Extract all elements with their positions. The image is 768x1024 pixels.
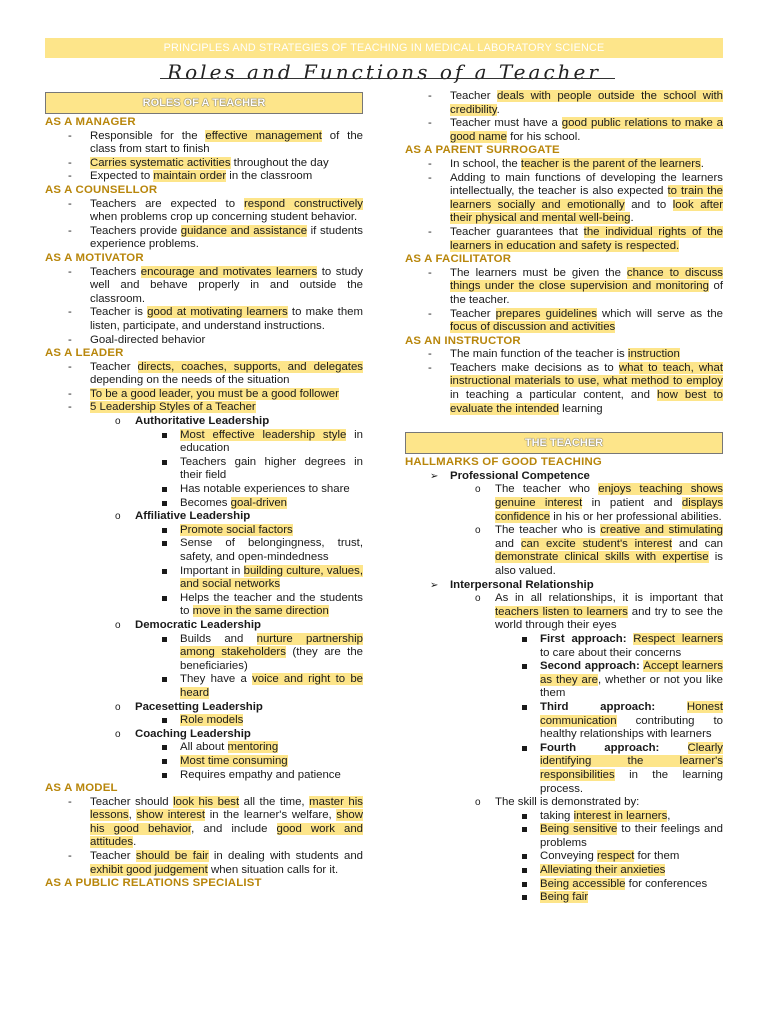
leadership-styles-list <box>45 510 363 524</box>
list-item: Fourth approach: Clearly identifying the learner's responsibilities in the learning process. <box>405 742 723 796</box>
list-item: - Teacher prepares guidelines which will serve as the focus of discussion and activities <box>405 308 723 335</box>
parent-surrogate-list <box>405 158 723 253</box>
approach-list <box>405 633 723 796</box>
leadership-styles-list <box>45 415 363 429</box>
list-item: Helps the teacher and the students to move in the same direction <box>45 592 363 619</box>
competence-points <box>405 483 723 578</box>
list-item: - Teacher guarantees that the individual rights of the learners in education and safety is respected. <box>405 226 723 253</box>
list-item: Second approach: Accept learners as they are, whether or not you like them <box>405 660 723 701</box>
teacher-box-title: THE TEACHER <box>405 432 723 454</box>
list-item: All about mentoring <box>45 741 363 755</box>
list-item: Most effective leadership style in education <box>45 429 363 456</box>
page-title: Roles and Functions of a Teacher <box>167 60 601 84</box>
heading-manager: AS A MANAGER <box>45 116 136 128</box>
heading-facilitator: AS A FACILITATOR <box>405 253 512 266</box>
list-item: - The main function of the teacher is instruction <box>405 348 723 362</box>
heading-hallmarks: HALLMARKS OF GOOD TEACHING <box>405 456 602 469</box>
leader-list <box>45 361 363 415</box>
list-item: - Teachers provide guidance and assistance if students experience problems. <box>45 225 363 252</box>
list-item: Being sensitive to their feelings and problems <box>405 823 723 850</box>
style-affiliative: o Affiliative Leadership <box>45 510 363 524</box>
list-item: - Responsible for the effective management of the class from start to finish <box>45 130 363 157</box>
list-item: Alleviating their anxieties <box>405 864 723 878</box>
heading-public-relations: AS A PUBLIC RELATIONS SPECIALIST <box>45 877 262 890</box>
list-item: - Teacher directs, coaches, supports, and delegates depending on the needs of the situation <box>45 361 363 388</box>
affiliative-points <box>45 524 363 619</box>
list-item: - Teacher must have a good public relations to make a good name for his school. <box>405 117 723 144</box>
authoritative-points <box>45 429 363 511</box>
list-item: They have a voice and right to be heard <box>45 673 363 700</box>
style-pacesetting: o Pacesetting Leadership <box>45 701 363 715</box>
list-item: Builds and nurture partnership among stakeholders (they are the beneficiaries) <box>45 633 363 674</box>
title-underline <box>160 78 615 79</box>
list-item: Sense of belongingness, trust, safety, and open-mindedness <box>45 537 363 564</box>
right-column <box>405 90 723 905</box>
list-item: - Expected to maintain order in the classroom <box>45 170 363 184</box>
manager-list <box>45 130 363 184</box>
list-item: taking interest in learners, <box>405 810 723 824</box>
hallmarks-list <box>405 470 723 484</box>
list-item: - The learners must be given the chance to discuss things under the close supervision and monitoring of the teacher. <box>405 267 723 308</box>
list-item: - Teacher should look his best all the time, master his lessons, show interest in the learner's welfare, show his good behavior, and include good work and attitudes. <box>45 796 363 850</box>
relationship-points <box>405 592 723 633</box>
pacesetting-points <box>45 714 363 728</box>
list-item: - Teacher is good at motivating learners to make them listen, participate, and understand instructions. <box>45 306 363 333</box>
list-item: Being fair <box>405 891 723 905</box>
list-item: - Carries systematic activities throughout the day <box>45 157 363 171</box>
heading-motivator: AS A MOTIVATOR <box>45 251 144 264</box>
list-item: Being accessible for conferences <box>405 878 723 892</box>
heading-instructor: AS AN INSTRUCTOR <box>405 334 521 347</box>
heading-model: AS A MODEL <box>45 782 118 795</box>
list-item: - Teachers encourage and motivates learners to study well and behave properly in and outside the classroom. <box>45 266 363 307</box>
professional-competence: ➢ Professional Competence <box>405 470 723 484</box>
interpersonal-relationship: ➢ Interpersonal Relationship <box>405 579 723 593</box>
heading-parent-surrogate: AS A PARENT SURROGATE <box>405 144 560 157</box>
list-item: Becomes goal-driven <box>45 497 363 511</box>
list-item: - Adding to main functions of developing the learners intellectually, the teacher is also expected to train the learners socially and emotionally and to look after their physical and mental well-being. <box>405 172 723 226</box>
instructor-list <box>405 348 723 416</box>
list-item: - Teachers make decisions as to what to teach, what instructional materials to use, what method to employ in teaching a particular content, and how best to evaluate the intended learning <box>405 362 723 416</box>
coaching-points <box>45 741 363 782</box>
left-column <box>45 90 363 891</box>
list-item: o The skill is demonstrated by: <box>405 796 723 810</box>
list-item: Requires empathy and patience <box>45 769 363 783</box>
list-item: Third approach: Honest communication contributing to healthy relationships with learners <box>405 701 723 742</box>
list-item: o The teacher who is creative and stimulating and can excite student's interest and can demonstrate clinical skills with expertise is also valued. <box>405 524 723 578</box>
list-item: - In school, the teacher is the parent of the learners. <box>405 158 723 172</box>
style-democratic: o Democratic Leadership <box>45 619 363 633</box>
relationship-points <box>405 796 723 810</box>
leadership-styles-list <box>45 619 363 633</box>
list-item: - Teacher should be fair in dealing with students and exhibit good judgement when situation calls for it. <box>45 850 363 877</box>
heading-leader: AS A LEADER <box>45 347 124 360</box>
list-item: Has notable experiences to share <box>45 483 363 497</box>
list-item: Most time consuming <box>45 755 363 769</box>
roles-box-title: ROLES OF A TEACHER <box>45 92 363 114</box>
course-banner: PRINCIPLES AND STRATEGIES OF TEACHING IN MEDICAL LABORATORY SCIENCE <box>45 38 723 58</box>
list-item: First approach: Respect learners to care about their concerns <box>405 633 723 660</box>
leadership-styles-list <box>45 701 363 715</box>
skill-list <box>405 810 723 905</box>
style-coaching: o Coaching Leadership <box>45 728 363 742</box>
model-list <box>45 796 363 878</box>
list-item: - Goal-directed behavior <box>45 334 363 348</box>
list-item: - Teachers are expected to respond constructively when problems crop up concerning student behavior. <box>45 198 363 225</box>
counsellor-list <box>45 198 363 252</box>
list-item: Role models <box>45 714 363 728</box>
list-item: Promote social factors <box>45 524 363 538</box>
heading-counsellor: AS A COUNSELLOR <box>45 183 158 196</box>
list-item: - Teacher deals with people outside the school with credibility. <box>405 90 723 117</box>
list-item: Conveying respect for them <box>405 850 723 864</box>
list-item: o The teacher who enjoys teaching shows genuine interest in patient and displays confidence in his or her professional abilities. <box>405 483 723 524</box>
list-item: - To be a good leader, you must be a good follower <box>45 388 363 402</box>
list-item: o As in all relationships, it is important that teachers listen to learners and try to see the world through their eyes <box>405 592 723 633</box>
style-authoritative: o Authoritative Leadership <box>45 415 363 429</box>
leadership-styles-list <box>45 728 363 742</box>
list-item: Important in building culture, values, and social networks <box>45 565 363 592</box>
motivator-list <box>45 266 363 348</box>
public-relations-list <box>405 90 723 144</box>
democratic-points <box>45 633 363 701</box>
hallmarks-list <box>405 579 723 593</box>
facilitator-list <box>405 267 723 335</box>
list-item: - 5 Leadership Styles of a Teacher <box>45 401 363 415</box>
list-item: Teachers gain higher degrees in their field <box>45 456 363 483</box>
